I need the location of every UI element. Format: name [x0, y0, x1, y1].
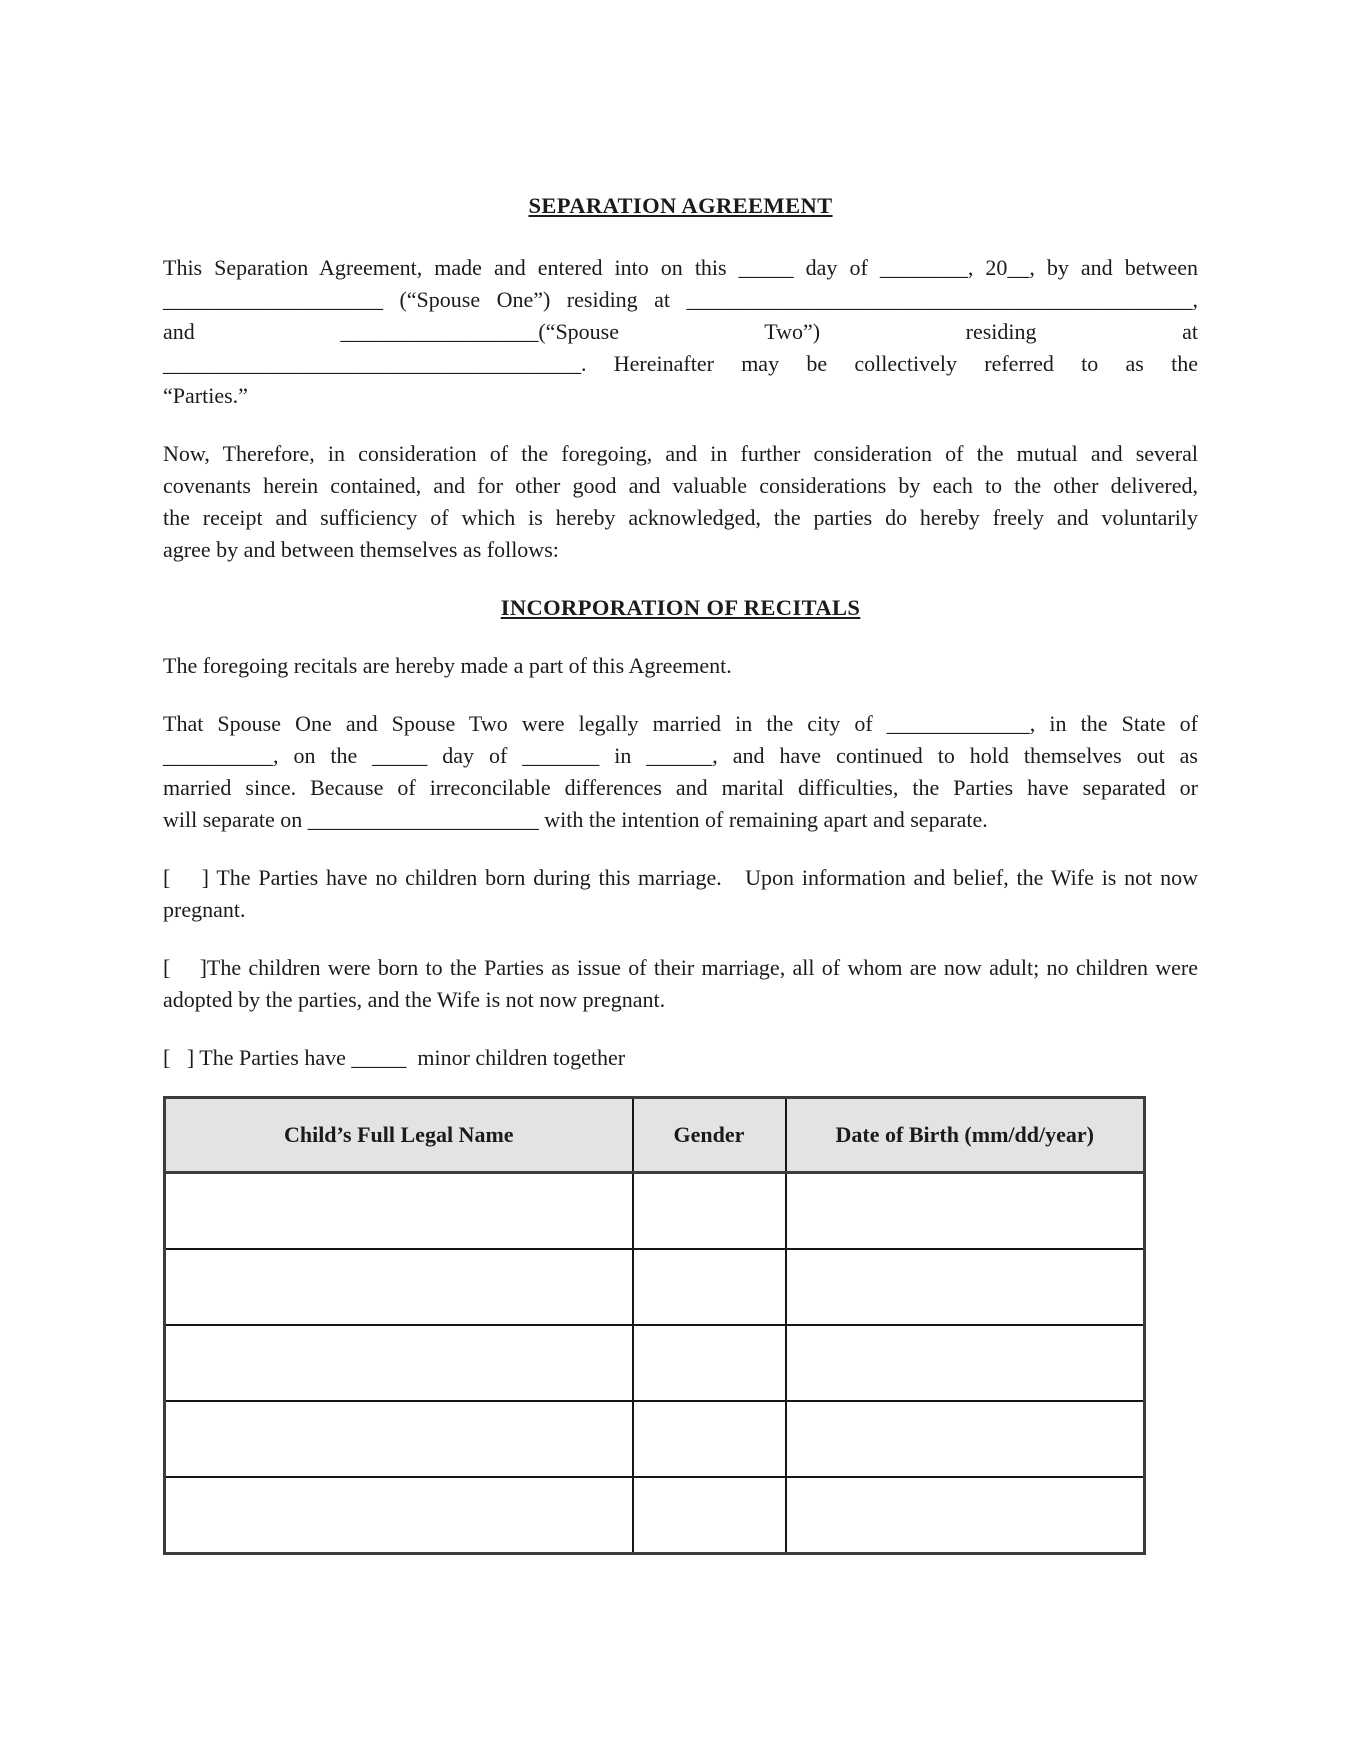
table-cell-gender [633, 1173, 786, 1250]
paragraph-line: [ ]The children were born to the Parties as issue of their marriage, all of whom are now adult; no children were [163, 955, 1198, 980]
paragraph-line: That Spouse One and Spouse Two were legally married in the city of _____________, in the State of [163, 711, 1198, 736]
table-cell-child-name [165, 1325, 633, 1401]
document-title: SEPARATION AGREEMENT [528, 193, 833, 218]
paragraph-line: and __________________(“Spouse Two”) residing at [163, 319, 1198, 344]
children-table [163, 1096, 1146, 1555]
marriage-paragraph [163, 708, 1198, 836]
paragraph-line: This Separation Agreement, made and entered into on this _____ day of ________, 20__, by and between [163, 255, 1198, 280]
table-cell-gender [633, 1249, 786, 1325]
paragraph-line: covenants herein contained, and for other good and valuable considerations by each to the other delivered, [163, 473, 1198, 498]
table-row [165, 1325, 1145, 1401]
paragraph-line: Now, Therefore, in consideration of the foregoing, and in further consideration of the mutual and several [163, 441, 1198, 466]
table-cell-dob [786, 1401, 1145, 1477]
paragraph-line: pregnant. [163, 897, 246, 922]
paragraph-line: The foregoing recitals are hereby made a part of this Agreement. [163, 653, 732, 678]
table-row [165, 1173, 1145, 1250]
table-header-child-name: Child’s Full Legal Name [165, 1098, 633, 1173]
consideration-paragraph [163, 438, 1198, 566]
paragraph-line: will separate on _____________________ with the intention of remaining apart and separate. [163, 807, 988, 832]
table-cell-gender [633, 1401, 786, 1477]
recitals-intro-paragraph [163, 650, 1198, 682]
table-cell-dob [786, 1477, 1145, 1554]
table-header-dob: Date of Birth (mm/dd/year) [786, 1098, 1145, 1173]
paragraph-line: married since. Because of irreconcilable differences and marital difficulties, the Parties have separated or [163, 775, 1198, 800]
table-cell-child-name [165, 1249, 633, 1325]
table-cell-dob [786, 1249, 1145, 1325]
table-header-gender: Gender [633, 1098, 786, 1173]
table-cell-child-name [165, 1173, 633, 1250]
table-row [165, 1477, 1145, 1554]
recitals-section-heading: INCORPORATION OF RECITALS [500, 595, 861, 620]
table-cell-dob [786, 1173, 1145, 1250]
table-cell-gender [633, 1325, 786, 1401]
checkbox-option-minor-children [163, 1042, 1198, 1074]
paragraph-line: __________, on the _____ day of _______ in ______, and have continued to hold themselves out as [163, 743, 1198, 768]
paragraph-line: the receipt and sufficiency of which is hereby acknowledged, the parties do hereby freely and voluntarily [163, 505, 1198, 530]
checkbox-option-no-children [163, 862, 1198, 926]
paragraph-line: ____________________ (“Spouse One”) residing at ______________________________________________, [163, 287, 1198, 312]
paragraph-line: [ ] The Parties have _____ minor children together [163, 1045, 626, 1070]
document-content [163, 0, 1198, 1555]
table-cell-child-name [165, 1477, 633, 1554]
paragraph-line: adopted by the parties, and the Wife is not now pregnant. [163, 987, 666, 1012]
table-header-row [165, 1098, 1145, 1173]
table-row [165, 1249, 1145, 1325]
table-cell-child-name [165, 1401, 633, 1477]
intro-paragraph [163, 252, 1198, 412]
table-cell-gender [633, 1477, 786, 1554]
paragraph-line: “Parties.” [163, 383, 248, 408]
paragraph-line: ______________________________________. Hereinafter may be collectively referred to as the [163, 351, 1198, 376]
paragraph-line: agree by and between themselves as follows: [163, 537, 559, 562]
checkbox-option-adult-children [163, 952, 1198, 1016]
table-row [165, 1401, 1145, 1477]
table-cell-dob [786, 1325, 1145, 1401]
paragraph-line: [ ] The Parties have no children born during this marriage. Upon information and belief, the Wife is not now [163, 865, 1198, 890]
